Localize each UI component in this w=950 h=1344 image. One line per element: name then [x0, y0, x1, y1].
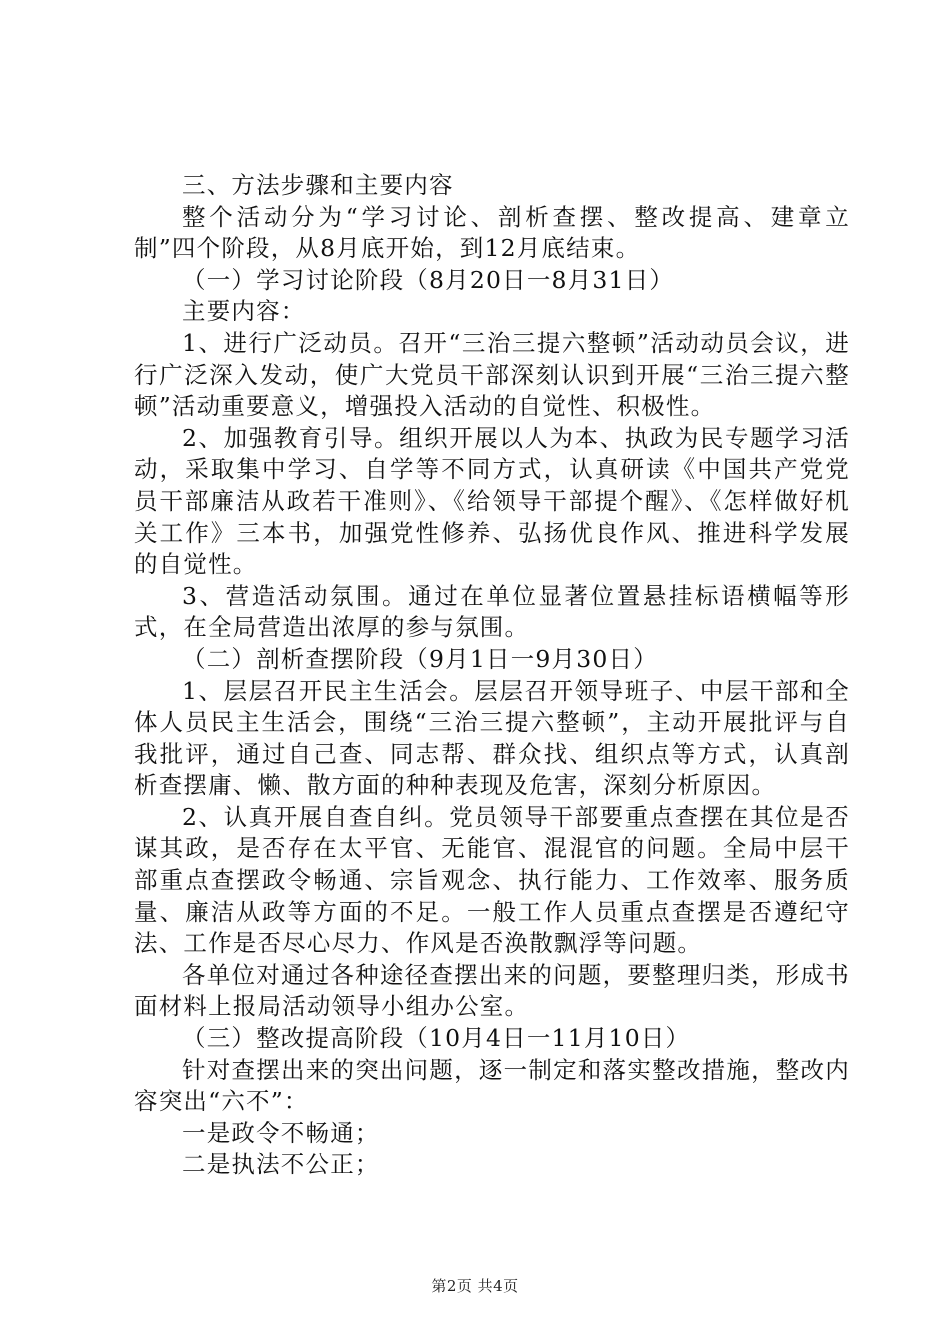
paragraph: 各单位对通过各种途径查摆出来的问题，要整理归类，形成书面材料上报局活动领导小组办公室。: [134, 960, 850, 1021]
paragraph: 二是执法不公正；: [182, 1150, 380, 1179]
paragraph: 主要内容：: [182, 297, 306, 326]
phase-heading: （二）剖析查摆阶段（9月1日一9月30日）: [182, 644, 658, 673]
page-number-footer: 第2页 共4页: [431, 1277, 519, 1295]
phase-heading: （一）学习讨论阶段（8月20日一8月31日）: [182, 265, 675, 294]
paragraph: 3、营造活动氛围。通过在单位显著位置悬挂标语横幅等形式，在全局营造出浓厚的参与氛围。: [134, 581, 850, 642]
paragraph: 1、层层召开民主生活会。层层召开领导班子、中层干部和全体人员民主生活会，围绕“三治三提六整顿”，主动开展批评与自我批评，通过自己查、同志帮、群众找、组织点等方式，认真剖析查摆庸、懒、散方面的种种表现及危害，深刻分析原因。: [134, 676, 850, 800]
paragraph: 2、认真开展自查自纠。党员领导干部要重点查摆在其位是否谋其政，是否存在太平官、无能官、混混官的问题。全局中层干部重点查摆政令畅通、宗旨观念、执行能力、工作效率、服务质量、廉洁从政等方面的不足。一般工作人员重点查摆是否遵纪守法、工作是否尽心尽力、作风是否涣散飘浮等问题。: [134, 802, 850, 958]
document-body: [134, 170, 850, 1181]
phase-heading: （三）整改提高阶段（10月4日一11月10日）: [182, 1024, 691, 1053]
paragraph: 整个活动分为“学习讨论、剖析查摆、整改提高、建章立制”四个阶段，从8月底开始，到12月底结束。: [134, 202, 850, 263]
paragraph: 2、加强教育引导。组织开展以人为本、执政为民专题学习活动，采取集中学习、自学等不同方式，认真研读《中国共产党党员干部廉洁从政若干准则》、《给领导干部提个醒》、《怎样做好机关工作》三本书，加强党性修养、弘扬优良作风、推进科学发展的自觉性。: [134, 423, 850, 579]
paragraph: 1、进行广泛动员。召开“三治三提六整顿”活动动员会议，进行广泛深入发动，使广大党员干部深刻认识到开展“三治三提六整顿”活动重要意义，增强投入活动的自觉性、积极性。: [134, 328, 850, 421]
paragraph: 针对查摆出来的突出问题，逐一制定和落实整改措施，整改内容突出“六不”：: [134, 1055, 850, 1116]
paragraph: 一是政令不畅通；: [182, 1118, 380, 1147]
section-heading: 三、方法步骤和主要内容: [182, 171, 454, 199]
